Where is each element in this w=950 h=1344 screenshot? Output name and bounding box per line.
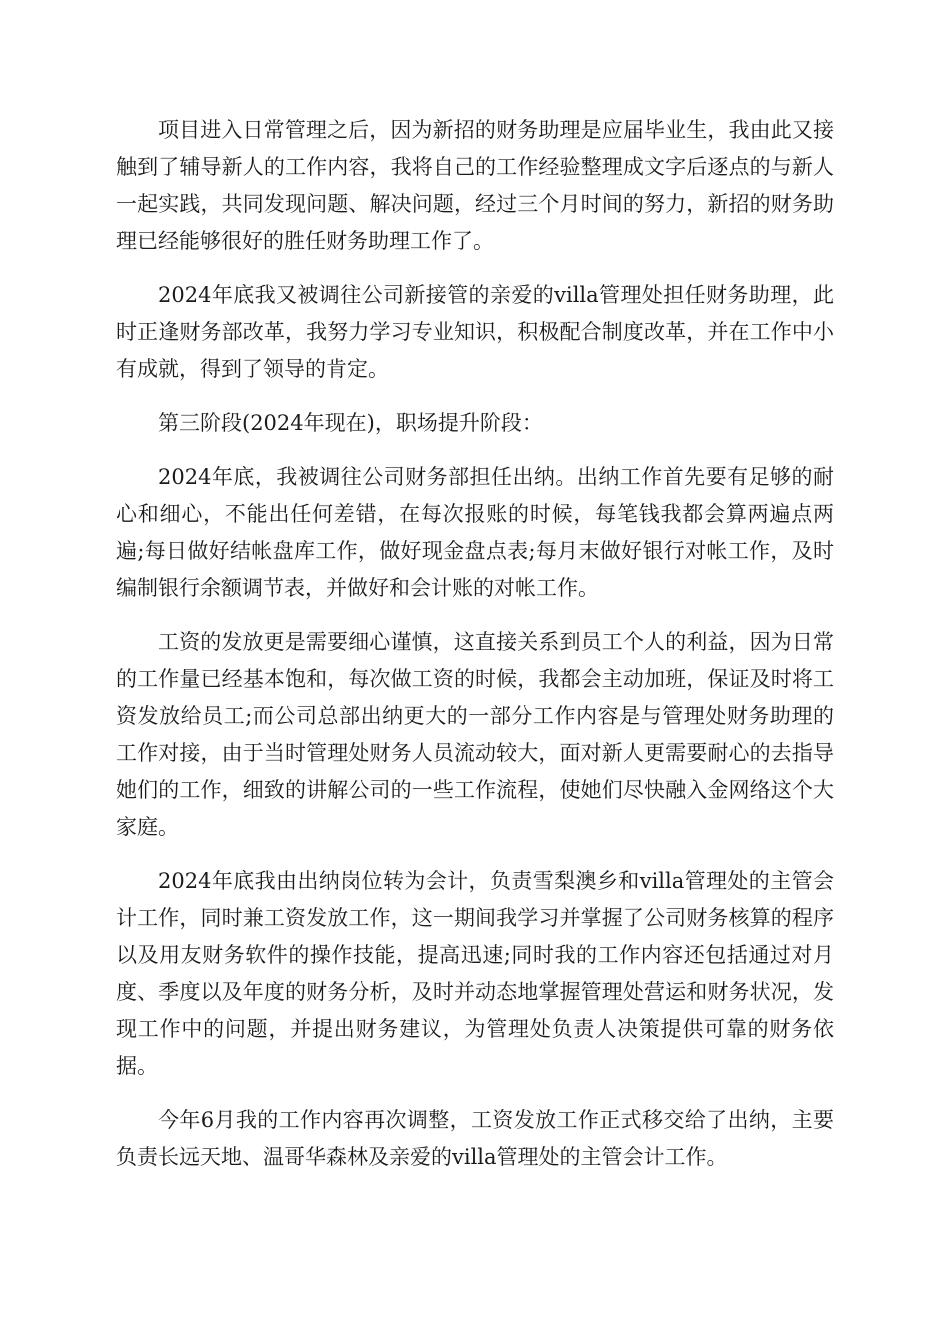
document-page xyxy=(116,112,834,1193)
paragraph-1: 项目进入日常管理之后，因为新招的财务助理是应届毕业生，我由此又接触到了辅导新人的工作内容，我将自己的工作经验整理成文字后逐点的与新人一起实践，共同发现问题、解决问题，经过三个月时间的努力，新招的财务助理已经能够很好的胜任财务助理工作了。 xyxy=(116,118,834,253)
paragraph-5: 工资的发放更是需要细心谨慎，这直接关系到员工个人的利益，因为日常的工作量已经基本饱和，每次做工资的时候，我都会主动加班，保证及时将工资发放给员工;而公司总部出纳更大的一部分工作内容是与管理处财务助理的工作对接，由于当时管理处财务人员流动较大，面对新人更需要耐心的去指导她们的工作，细致的讲解公司的一些工作流程，使她们尽快融入金网络这个大家庭。 xyxy=(116,630,834,839)
paragraph-7: 今年6月我的工作内容再次调整，工资发放工作正式移交给了出纳，主要负责长远天地、温哥华森林及亲爱的villa管理处的主管会计工作。 xyxy=(116,1108,834,1169)
paragraph-2: 2024年底我又被调往公司新接管的亲爱的villa管理处担任财务助理，此时正逢财务部改革，我努力学习专业知识，积极配合制度改革，并在工作中小有成就，得到了领导的肯定。 xyxy=(116,283,834,381)
paragraph-4: 2024年底，我被调往公司财务部担任出纳。出纳工作首先要有足够的耐心和细心，不能出任何差错，在每次报账的时候，每笔钱我都会算两遍点两遍;每日做好结帐盘库工作，做好现金盘点表;每月末做好银行对帐工作，及时编制银行余额调节表，并做好和会计账的对帐工作。 xyxy=(116,465,834,600)
section-heading-stage-three: 第三阶段(2024年现在)，职场提升阶段： xyxy=(158,411,543,435)
paragraph-6: 2024年底我由出纳岗位转为会计，负责雪梨澳乡和villa管理处的主管会计工作，同时兼工资发放工作，这一期间我学习并掌握了公司财务核算的程序以及用友财务软件的操作技能，提高迅速;同时我的工作内容还包括通过对月度、季度以及年度的财务分析，及时并动态地掌握管理处营运和财务状况，发现工作中的问题，并提出财务建议，为管理处负责人决策提供可靠的财务依据。 xyxy=(116,869,834,1078)
